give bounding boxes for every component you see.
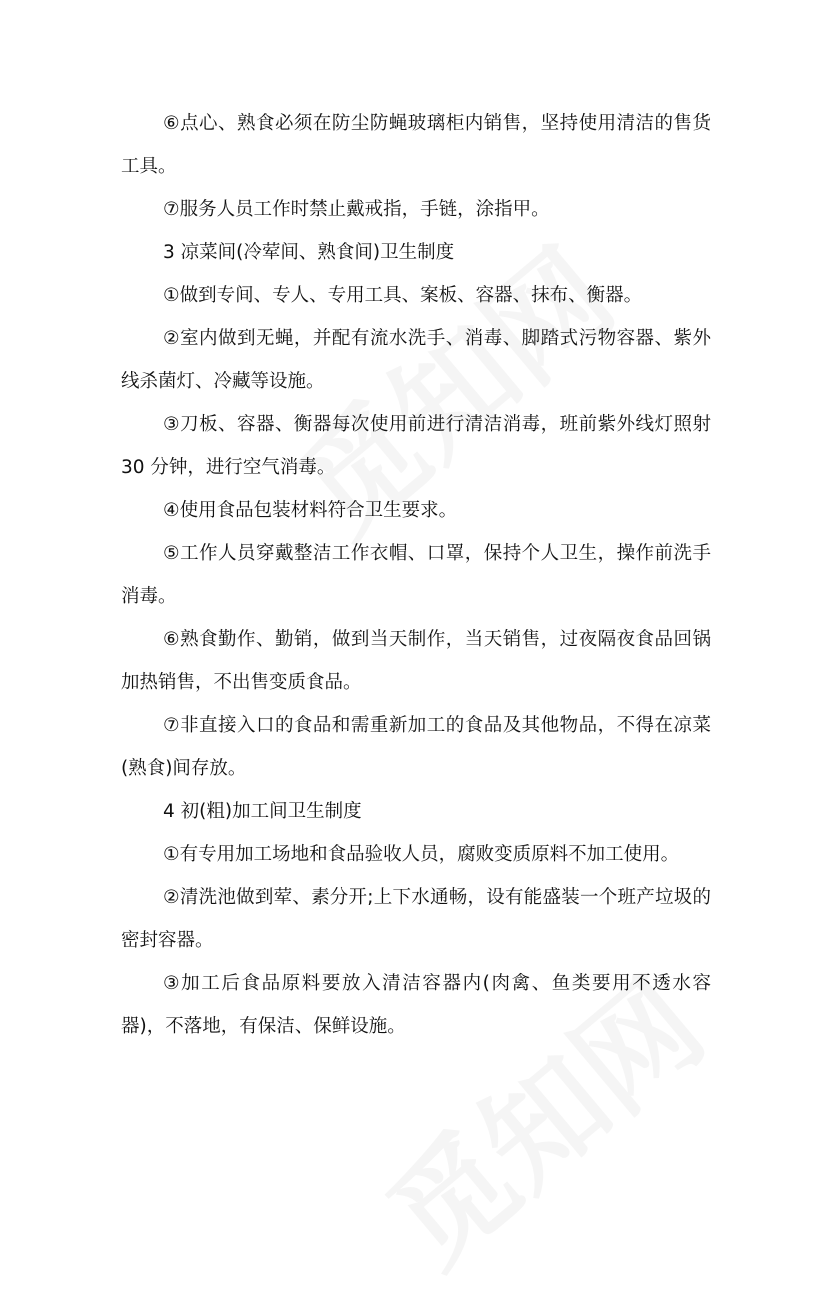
section-heading: 3 凉菜间(冷荤间、熟食间)卫生制度 [163,242,455,263]
paragraph: ⑤工作人员穿戴整洁工作衣帽、口罩，保持个人卫生，操作前洗手消毒。 [121,543,711,607]
paragraph: ①有专用加工场地和食品验收人员，腐败变质原料不加工使用。 [163,844,680,865]
paragraph: ③加工后食品原料要放入清洁容器内(肉禽、鱼类要用不透水容器)，不落地，有保洁、保鲜设施。 [121,973,711,1037]
document-body [121,102,711,1048]
paragraph: ②清洗池做到荤、素分开;上下水通畅，设有能盛装一个班产垃圾的密封容器。 [121,887,711,951]
paragraph: ③刀板、容器、衡器每次使用前进行清洁消毒，班前紫外线灯照射 30 分钟，进行空气消毒。 [121,414,711,478]
paragraph: ⑦服务人员工作时禁止戴戒指，手链，涂指甲。 [163,199,550,220]
section-heading: 4 初(粗)加工间卫生制度 [163,801,362,822]
paragraph: ⑦非直接入口的食品和需重新加工的食品及其他物品，不得在凉菜(熟食)间存放。 [121,715,711,779]
paragraph: ⑥点心、熟食必须在防尘防蝇玻璃柜内销售，坚持使用清洁的售货工具。 [121,113,711,177]
paragraph: ②室内做到无蝇，并配有流水洗手、消毒、脚踏式污物容器、紫外线杀菌灯、冷藏等设施。 [121,328,711,392]
paragraph: ④使用食品包装材料符合卫生要求。 [163,500,458,521]
paragraph: ⑥熟食勤作、勤销，做到当天制作，当天销售，过夜隔夜食品回锅加热销售，不出售变质食品。 [121,629,711,693]
paragraph: ①做到专间、专人、专用工具、案板、容器、抹布、衡器。 [163,285,643,306]
